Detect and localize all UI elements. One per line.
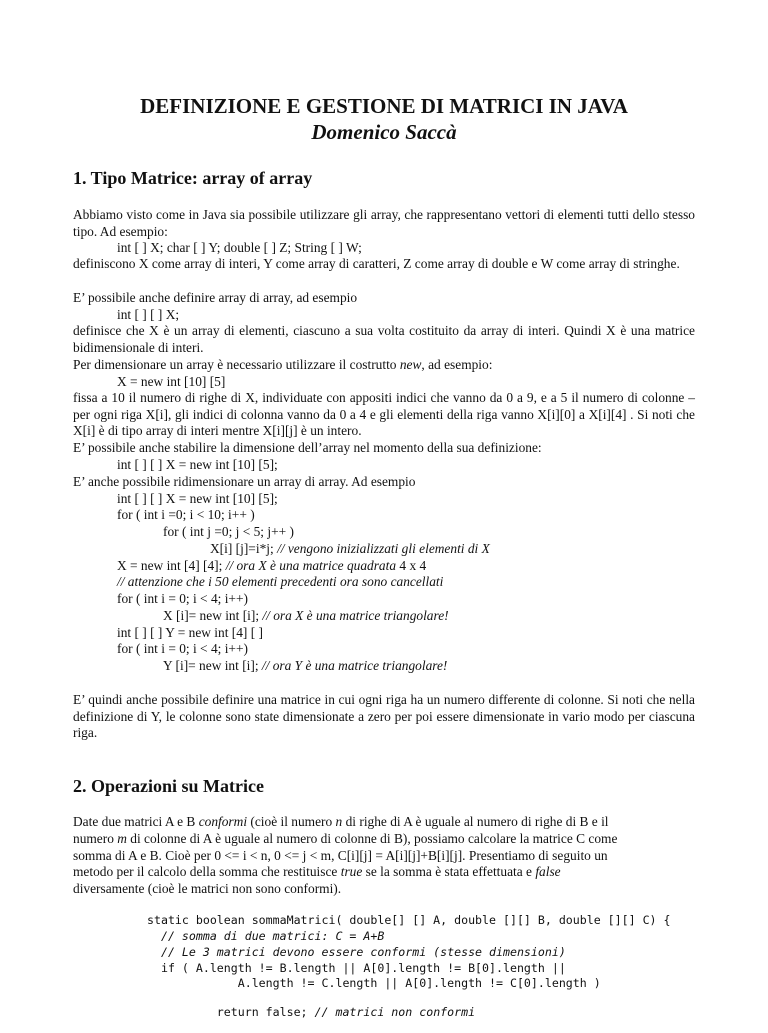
text-span: conformi xyxy=(198,814,248,829)
text-span: Per dimensionare un array è necessario utilizzare il costrutto xyxy=(73,357,400,372)
section2-heading: 2. Operazioni su Matrice xyxy=(73,776,264,796)
text-span: numero xyxy=(73,831,118,846)
section1-heading: 1. Tipo Matrice: array of array xyxy=(73,168,313,188)
code-block-comment: // somma di due matrici: C = A+B xyxy=(147,929,385,943)
code-line xyxy=(117,558,426,574)
code-line xyxy=(210,541,490,557)
section1-para4: definisce che X è un array di elementi, ciascuno a sua volta costituito da array di interi. Quindi X è una matrice bidimensionale di interi. xyxy=(73,323,695,355)
document-title: DEFINIZIONE E GESTIONE DI MATRICI IN JAVA xyxy=(140,94,628,118)
code-line: int [ ] X; char [ ] Y; double [ ] Z; String [ ] W; xyxy=(117,240,362,255)
section2-para-line xyxy=(73,814,609,830)
section2-para-line: somma di A e B. Cioè per 0 <= i < n, 0 <= j < m, C[i][j] = A[i][j]+B[i][j]. Presentiamo di seguito un xyxy=(73,848,608,863)
section1-para3: E’ possibile anche definire array di array, ad esempio xyxy=(73,290,358,305)
text-span: di righe di A è uguale al numero di righe di B e il xyxy=(342,814,609,829)
code-line xyxy=(163,658,447,674)
text-span: , ad esempio: xyxy=(421,357,493,372)
section2-para-line xyxy=(73,831,617,847)
section1-para6: fissa a 10 il numero di righe di X, individuate con appositi indici che vanno da 0 a 9, e a 5 il numero di colonne – per ogni riga X[i], gli indici di colonna vanno da 0 a 4 e gli elementi della riga vanno X[i][0] a X[i][4] . Si noti che X[i] è di tipo array di interi mentre X[i][j] è un intero. xyxy=(73,390,695,439)
text-span: metodo per il calcolo della somma che restituisce xyxy=(73,864,341,879)
code-comment: // ora X è una matrice triangolare! xyxy=(262,608,449,623)
section2-para-line xyxy=(73,864,561,880)
section2-para-line: diversamente (cioè le matrici non sono conformi). xyxy=(73,881,342,896)
code-span: Y [i]= new int [i]; xyxy=(163,658,262,673)
code-span: 4 x 4 xyxy=(399,558,427,573)
code-line: X = new int [10] [5] xyxy=(117,374,226,389)
code-line xyxy=(163,608,449,624)
section1-para8: E’ anche possibile ridimensionare un array di array. Ad esempio xyxy=(73,474,416,489)
code-block-line xyxy=(147,991,475,1033)
code-block-line: if ( A.length != B.length || A[0].length != B[0].length || xyxy=(147,961,566,975)
section1-para9: E’ quindi anche possibile definire una matrice in cui ogni riga ha un numero differente di colonne. Si noti che nella definizione di Y, le colonne sono state dimensionate a zero per poi essere dimensionate in vario modo per ciascuna riga. xyxy=(73,692,695,741)
code-line: int [ ] [ ] Y = new int [4] [ ] xyxy=(117,625,264,640)
code-block-line: static boolean sommaMatrici( double[] [] A, double [][] B, double [][] C) { xyxy=(147,913,671,927)
code-comment: // vengono inizializzati gli elementi di X xyxy=(277,541,490,556)
code-line: int [ ] [ ] X = new int [10] [5]; xyxy=(117,491,278,506)
code-comment: // ora X è una matrice quadrata xyxy=(225,558,400,573)
section1-para7: E’ possibile anche stabilire la dimensione dell’array nel momento della sua definizione: xyxy=(73,440,542,455)
code-comment: // matrici non conformi xyxy=(314,1005,476,1019)
text-span: di colonne di A è uguale al numero di colonne di B), possiamo calcolare la matrice C come xyxy=(126,831,618,846)
text-span: false xyxy=(535,864,561,879)
text-span: true xyxy=(340,864,363,879)
text-span: n xyxy=(335,814,343,829)
code-span: X = new int [4] [4]; xyxy=(117,558,226,573)
code-comment: // ora Y è una matrice triangolare! xyxy=(261,658,448,673)
code-block-line: A.length != C.length || A[0].length != C[0].length ) xyxy=(147,976,601,990)
text-span: m xyxy=(117,831,127,846)
code-line: int [ ] [ ] X; xyxy=(117,307,180,322)
code-span: return false; xyxy=(174,1005,315,1019)
section1-para1: Abbiamo visto come in Java sia possibile utilizzare gli array, che rappresentano vettori di elementi tutti dello stesso tipo. Ad esempio: xyxy=(73,207,695,239)
document-author: Domenico Saccà xyxy=(311,120,457,144)
keyword-new: new xyxy=(399,357,422,372)
code-span: X[i] [j]=i*j; xyxy=(210,541,278,556)
code-span: X [i]= new int [i]; xyxy=(163,608,263,623)
text-span: (cioè il numero xyxy=(247,814,336,829)
code-comment-line: // attenzione che i 50 elementi precedenti ora sono cancellati xyxy=(117,574,444,589)
code-line: for ( int i = 0; i < 4; i++) xyxy=(117,591,248,606)
code-line: int [ ] [ ] X = new int [10] [5]; xyxy=(117,457,278,472)
section1-para2: definiscono X come array di interi, Y come array di caratteri, Z come array di double e W come array di stringhe. xyxy=(73,256,680,271)
text-span: Date due matrici A e B xyxy=(73,814,199,829)
code-block-comment: // Le 3 matrici devono essere conformi (stesse dimensioni) xyxy=(147,945,566,959)
code-line: for ( int j =0; j < 5; j++ ) xyxy=(163,524,294,539)
code-line: for ( int i = 0; i < 4; i++) xyxy=(117,641,248,656)
text-span: se la somma è stata effettuata e xyxy=(362,864,536,879)
code-line: for ( int i =0; i < 10; i++ ) xyxy=(117,507,255,522)
section1-para5 xyxy=(73,357,492,373)
